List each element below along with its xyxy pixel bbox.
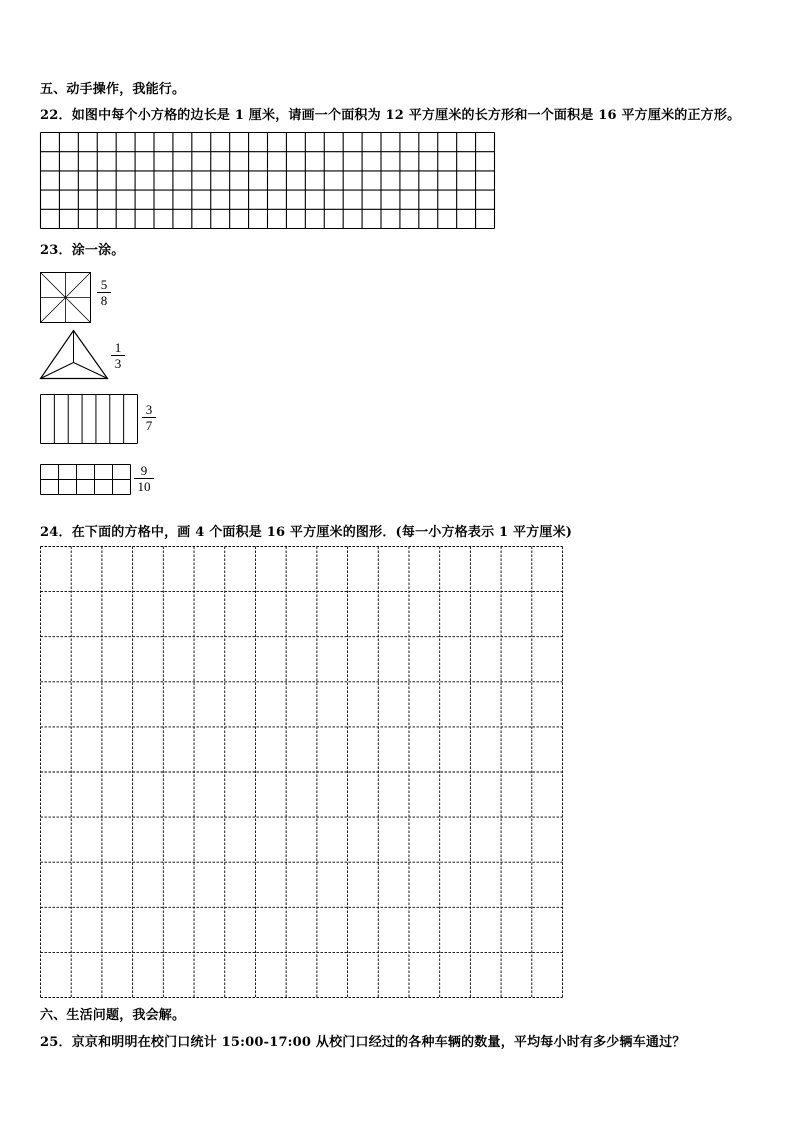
fraction-numerator: 5: [97, 277, 111, 293]
fraction-denominator: 10: [137, 479, 151, 494]
square-divided-eighths: [40, 272, 91, 323]
question-23-text: 23．涂一涂。: [40, 243, 125, 258]
dashed-square-grid-q24: [40, 546, 563, 998]
triangle-divided-thirds: [40, 330, 108, 379]
fraction-numerator: 1: [111, 340, 125, 356]
section-heading: 六、生活问题，我会解。: [40, 1008, 186, 1023]
fraction-numerator: 9: [134, 463, 154, 479]
fraction-9-10: [134, 463, 154, 494]
fraction-denominator: 3: [114, 356, 122, 371]
section-heading: 五、动手操作，我能行。: [40, 82, 186, 97]
fraction-1-3: [111, 340, 125, 371]
fraction-numerator: 3: [142, 402, 156, 418]
question-22-text: 22．如图中每个小方格的边长是 1 厘米，请画一个面积为 12 平方厘米的长方形和一个面积是 16 平方厘米的正方形。: [40, 108, 741, 123]
fraction-5-8: [97, 277, 111, 308]
square-grid-q22: [40, 132, 495, 229]
question-24-text: 24．在下面的方格中，画 4 个面积是 16 平方厘米的图形．(每一小方格表示 1 平方厘米): [40, 525, 573, 540]
fraction-denominator: 8: [100, 293, 108, 308]
rectangle-divided-tenths: [40, 464, 131, 495]
question-25-text: 25．京京和明明在校门口统计 15:00-17:00 从校门口经过的各种车辆的数量，平均每小时有多少辆车通过？: [40, 1035, 686, 1050]
fraction-3-7: [142, 402, 156, 433]
rectangle-divided-sevenths: [40, 394, 138, 444]
fraction-denominator: 7: [145, 418, 153, 433]
